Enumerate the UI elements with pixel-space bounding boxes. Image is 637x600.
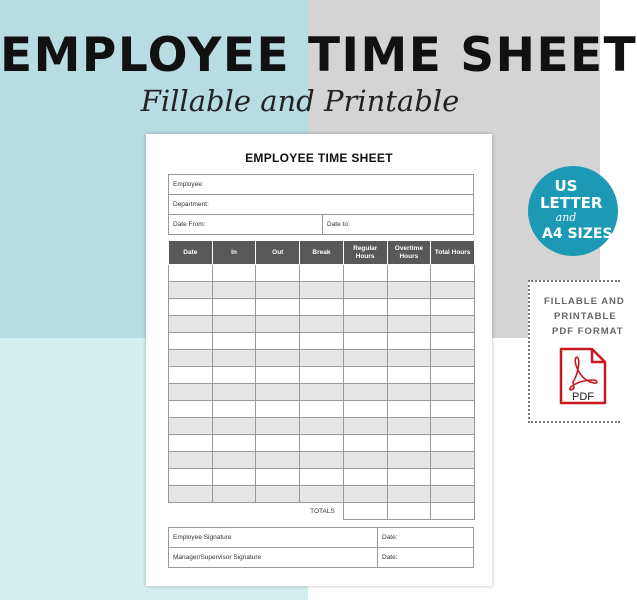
- totals-cell[interactable]: [387, 503, 431, 520]
- time-entry-cell[interactable]: [212, 265, 256, 282]
- time-entry-cell[interactable]: [256, 418, 300, 435]
- table-row: [169, 299, 475, 316]
- time-entry-cell[interactable]: [300, 350, 344, 367]
- pdf-box-line: FILLABLE AND: [544, 296, 625, 307]
- employee-info-table: [168, 174, 474, 235]
- time-entry-cell[interactable]: [343, 401, 387, 418]
- date-from-label: Date From:: [173, 221, 206, 228]
- time-log-header-row: [169, 241, 475, 265]
- date-to-field[interactable]: [323, 215, 474, 235]
- time-entry-cell[interactable]: [343, 486, 387, 503]
- time-entry-cell[interactable]: [169, 452, 213, 469]
- time-entry-cell[interactable]: [431, 452, 475, 469]
- time-entry-cell[interactable]: [387, 469, 431, 486]
- time-entry-cell[interactable]: [300, 418, 344, 435]
- time-entry-cell[interactable]: [343, 350, 387, 367]
- time-entry-cell[interactable]: [387, 418, 431, 435]
- time-entry-cell[interactable]: [431, 401, 475, 418]
- manager-signature-label: Manager/Supervisor Signature: [173, 554, 262, 561]
- time-entry-cell[interactable]: [212, 401, 256, 418]
- employee-signature-label: Employee Signature: [173, 534, 232, 541]
- manager-signature-field[interactable]: [169, 548, 378, 568]
- time-entry-cell[interactable]: [387, 316, 431, 333]
- time-entry-cell[interactable]: [343, 265, 387, 282]
- time-entry-cell[interactable]: [300, 384, 344, 401]
- time-entry-cell[interactable]: [169, 265, 213, 282]
- table-row: [169, 282, 475, 299]
- banner-headline: EMPLOYEE TIME SHEET: [0, 28, 637, 83]
- time-entry-cell[interactable]: [300, 316, 344, 333]
- signature-date-label: Date:: [382, 554, 398, 561]
- time-entry-cell[interactable]: [387, 452, 431, 469]
- time-entry-cell[interactable]: [387, 435, 431, 452]
- time-entry-cell[interactable]: [169, 282, 213, 299]
- time-entry-cell[interactable]: [343, 435, 387, 452]
- time-entry-cell[interactable]: [431, 367, 475, 384]
- column-header: Regular Hours: [343, 241, 387, 265]
- badge-line: and: [555, 211, 577, 224]
- time-entry-cell[interactable]: [212, 469, 256, 486]
- column-header: In: [212, 241, 256, 265]
- time-entry-cell[interactable]: [256, 384, 300, 401]
- column-header: Date: [169, 241, 213, 265]
- time-entry-cell[interactable]: [300, 299, 344, 316]
- time-entry-cell[interactable]: [256, 452, 300, 469]
- time-entry-cell[interactable]: [256, 401, 300, 418]
- time-entry-cell[interactable]: [387, 333, 431, 350]
- time-entry-cell[interactable]: [431, 316, 475, 333]
- time-entry-cell[interactable]: [431, 418, 475, 435]
- time-entry-cell[interactable]: [431, 469, 475, 486]
- size-badge: [528, 166, 618, 256]
- time-entry-cell[interactable]: [300, 486, 344, 503]
- time-entry-cell[interactable]: [256, 486, 300, 503]
- employee-signature-date-field[interactable]: [378, 528, 474, 548]
- time-entry-cell[interactable]: [343, 452, 387, 469]
- time-entry-cell[interactable]: [212, 452, 256, 469]
- time-entry-cell[interactable]: [343, 282, 387, 299]
- date-from-field[interactable]: [169, 215, 323, 235]
- time-entry-cell[interactable]: [169, 418, 213, 435]
- time-entry-cell[interactable]: [300, 469, 344, 486]
- table-row: [169, 367, 475, 384]
- table-row: [169, 452, 475, 469]
- time-entry-cell[interactable]: [300, 367, 344, 384]
- time-entry-cell[interactable]: [431, 435, 475, 452]
- column-header: Overtime Hours: [387, 241, 431, 265]
- time-entry-cell[interactable]: [343, 384, 387, 401]
- time-entry-cell[interactable]: [212, 384, 256, 401]
- time-entry-cell[interactable]: [212, 350, 256, 367]
- time-entry-cell[interactable]: [343, 367, 387, 384]
- time-entry-cell[interactable]: [212, 299, 256, 316]
- time-entry-cell[interactable]: [431, 299, 475, 316]
- time-entry-cell[interactable]: [212, 367, 256, 384]
- time-entry-cell[interactable]: [300, 265, 344, 282]
- time-entry-cell[interactable]: [343, 418, 387, 435]
- signature-table: [168, 527, 474, 568]
- column-header: Break: [300, 241, 344, 265]
- time-entry-cell[interactable]: [169, 469, 213, 486]
- table-row: [169, 316, 475, 333]
- pdf-format-box: [528, 280, 625, 423]
- time-entry-cell[interactable]: [431, 265, 475, 282]
- table-row: [169, 418, 475, 435]
- time-entry-cell[interactable]: [169, 435, 213, 452]
- table-row: [169, 469, 475, 486]
- column-header: Total Hours: [431, 241, 475, 265]
- time-entry-cell[interactable]: [343, 316, 387, 333]
- manager-signature-date-field[interactable]: [378, 548, 474, 568]
- time-entry-cell[interactable]: [431, 333, 475, 350]
- time-entry-cell[interactable]: [256, 282, 300, 299]
- time-entry-cell[interactable]: [169, 350, 213, 367]
- time-entry-cell[interactable]: [387, 367, 431, 384]
- time-entry-cell[interactable]: [300, 401, 344, 418]
- time-entry-cell[interactable]: [169, 299, 213, 316]
- time-entry-cell[interactable]: [169, 384, 213, 401]
- table-row: [169, 435, 475, 452]
- time-entry-cell[interactable]: [212, 316, 256, 333]
- time-entry-cell[interactable]: [212, 435, 256, 452]
- document-title: EMPLOYEE TIME SHEET: [245, 151, 393, 165]
- column-header: Out: [256, 241, 300, 265]
- employee-signature-field[interactable]: [169, 528, 378, 548]
- table-row: [169, 350, 475, 367]
- time-entry-cell[interactable]: [387, 350, 431, 367]
- time-entry-cell[interactable]: [387, 486, 431, 503]
- time-entry-cell[interactable]: [256, 435, 300, 452]
- time-entry-cell[interactable]: [256, 367, 300, 384]
- time-entry-cell[interactable]: [256, 265, 300, 282]
- table-row: [169, 486, 475, 503]
- time-entry-cell[interactable]: [431, 384, 475, 401]
- time-entry-cell[interactable]: [256, 333, 300, 350]
- time-entry-cell[interactable]: [300, 435, 344, 452]
- time-entry-cell[interactable]: [387, 401, 431, 418]
- badge-line: LETTER: [540, 194, 603, 212]
- time-entry-cell[interactable]: [256, 316, 300, 333]
- totals-label: TOTALS: [169, 503, 344, 520]
- badge-line: A4 SIZES: [542, 226, 613, 242]
- time-entry-cell[interactable]: [169, 367, 213, 384]
- time-entry-cell[interactable]: [387, 299, 431, 316]
- banner-subheadline: Fillable and Printable: [140, 84, 460, 118]
- time-entry-cell[interactable]: [343, 333, 387, 350]
- time-entry-cell[interactable]: [212, 418, 256, 435]
- time-entry-cell[interactable]: [212, 333, 256, 350]
- totals-row: [169, 503, 475, 520]
- time-entry-cell[interactable]: [300, 333, 344, 350]
- time-entry-cell[interactable]: [343, 299, 387, 316]
- time-entry-cell[interactable]: [256, 469, 300, 486]
- time-entry-cell[interactable]: [169, 401, 213, 418]
- pdf-box-line: PRINTABLE: [554, 311, 617, 322]
- totals-cell[interactable]: [431, 503, 475, 520]
- time-entry-cell[interactable]: [169, 316, 213, 333]
- time-entry-cell[interactable]: [387, 282, 431, 299]
- time-entry-cell[interactable]: [212, 486, 256, 503]
- time-entry-cell[interactable]: [387, 265, 431, 282]
- table-row: [169, 384, 475, 401]
- table-row: [169, 333, 475, 350]
- time-log-table: [168, 240, 475, 520]
- time-entry-cell[interactable]: [431, 282, 475, 299]
- time-entry-cell[interactable]: [212, 282, 256, 299]
- pdf-icon-label: PDF: [572, 391, 594, 403]
- signature-date-label: Date:: [382, 534, 398, 541]
- pdf-box-line: PDF FORMAT: [552, 326, 624, 337]
- time-entry-cell[interactable]: [169, 486, 213, 503]
- table-row: [169, 265, 475, 282]
- time-entry-cell[interactable]: [387, 384, 431, 401]
- time-entry-cell[interactable]: [431, 350, 475, 367]
- employee-field[interactable]: [169, 175, 474, 195]
- date-to-label: Date to:: [327, 221, 350, 228]
- time-entry-cell[interactable]: [300, 282, 344, 299]
- totals-cell[interactable]: [343, 503, 387, 520]
- pdf-file-icon: [558, 346, 608, 406]
- timesheet-document: [146, 134, 492, 586]
- time-entry-cell[interactable]: [343, 469, 387, 486]
- department-field[interactable]: [169, 195, 474, 215]
- badge-line: US: [554, 177, 578, 195]
- department-label: Department:: [173, 201, 209, 208]
- time-entry-cell[interactable]: [431, 486, 475, 503]
- employee-label: Employee:: [173, 181, 204, 188]
- time-entry-cell[interactable]: [256, 299, 300, 316]
- table-row: [169, 401, 475, 418]
- time-entry-cell[interactable]: [256, 350, 300, 367]
- time-entry-cell[interactable]: [169, 333, 213, 350]
- time-entry-cell[interactable]: [300, 452, 344, 469]
